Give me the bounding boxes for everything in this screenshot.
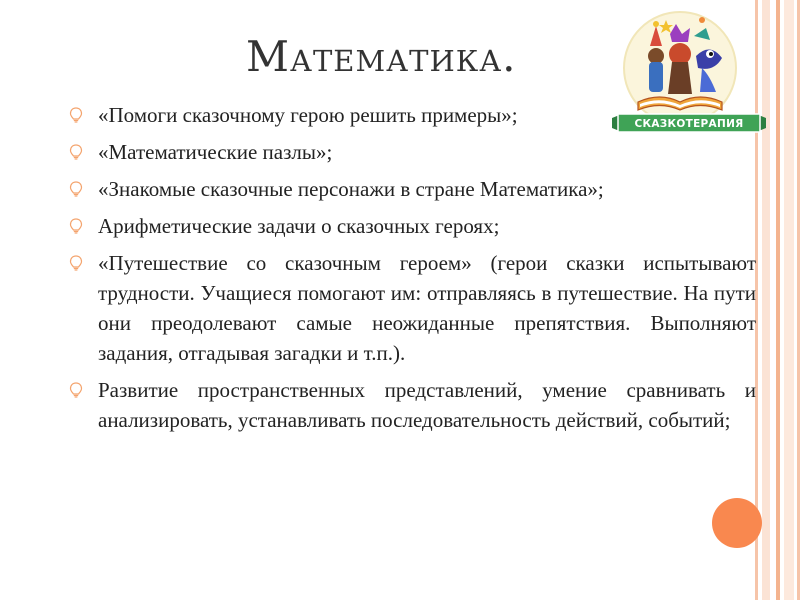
bullet-text: «Помоги сказочному герою решить примеры»;: [98, 103, 518, 127]
bullet-item: [68, 375, 756, 435]
bullet-item: [68, 174, 756, 204]
lamp-icon: [68, 100, 84, 130]
lamp-icon: [68, 137, 84, 167]
slide-title: Математика.: [246, 32, 517, 81]
bullet-item: [68, 248, 756, 368]
bullet-text: «Математические пазлы»;: [98, 140, 333, 164]
fairy-tale-logo: [610, 6, 768, 146]
bullet-list: [68, 100, 756, 442]
lamp-icon: [68, 248, 84, 278]
bullet-item: [68, 211, 756, 241]
stripe: [784, 0, 794, 600]
logo-banner-text: СКАЗКОТЕРАПИЯ: [634, 118, 744, 130]
bullet-text: «Знакомые сказочные персонажи в стране Математика»;: [98, 177, 604, 201]
lamp-icon: [68, 375, 84, 405]
lamp-icon: [68, 211, 84, 241]
orange-circle: [712, 498, 762, 548]
stripe: [776, 0, 780, 600]
bullet-text: Развитие пространственных представлений, умение сравнивать и анализировать, устанавливать последовательность действий, событий;: [98, 378, 756, 432]
bullet-text: Арифметические задачи о сказочных героях;: [98, 214, 500, 238]
lamp-icon: [68, 174, 84, 204]
bullet-text: «Путешествие со сказочным героем» (герои сказки испытывают трудности. Учащиеся помогают им: отправляясь в путешествие. На пути они преодолевают самые неожиданные препятствия. Выполняют задания, отгадывая загадки и т.п.).: [98, 251, 756, 365]
